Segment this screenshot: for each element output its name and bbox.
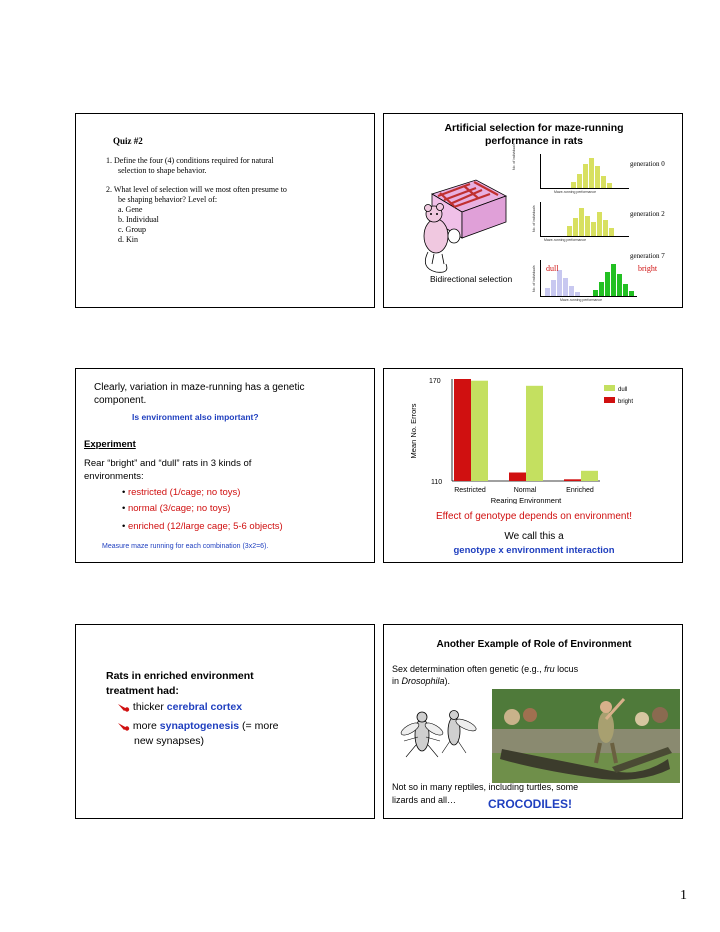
legend-swatch-dull (604, 385, 615, 391)
bar-bright-normal (509, 473, 526, 482)
hist-bar (617, 274, 622, 296)
experiment-heading: Experiment (84, 439, 136, 450)
page-number: 1 (680, 888, 687, 903)
hist-bar (569, 286, 574, 296)
gen2-xlabel: Maze-running performance (544, 238, 587, 242)
hist-bar (601, 176, 606, 188)
hist-bar (591, 222, 596, 236)
gen7-label: generation 7 (630, 252, 665, 260)
y-tick-bottom: 110 (431, 479, 443, 486)
y-tick-top: 170 (429, 378, 441, 385)
call-this-text: We call this a (504, 531, 564, 542)
bullet-restricted: • restricted (1/cage; no toys) (122, 487, 241, 498)
slide-enriched-results (75, 624, 375, 819)
environment-question: Is environment also important? (132, 412, 259, 422)
slide-sex-determination (383, 624, 683, 819)
bullet-cortex: thicker cerebral cortex (118, 701, 242, 713)
slide-gxe-chart (383, 368, 683, 563)
rear-text: Rear “bright” and “dull” rats in 3 kinds of environments: (84, 458, 252, 482)
x-tick-enriched: Enriched (566, 487, 594, 494)
hist-bar (575, 292, 580, 296)
bar-dull-enriched (581, 471, 598, 481)
gen2-label: generation 2 (630, 210, 665, 218)
gen7-ylabel: No. of individuals (532, 265, 536, 292)
legend-label-dull: dull (618, 387, 628, 393)
slide-title: Another Example of Role of Environment (436, 639, 632, 650)
bidirectional-label: Bidirectional selection (430, 274, 513, 284)
crocodile-photo (492, 689, 680, 783)
slide-quiz (75, 113, 375, 308)
drosophila-illustration (392, 701, 482, 771)
crocodiles-text: CROCODILES! (488, 797, 572, 811)
slide-title: Artificial selection for maze-running performance in rats (444, 122, 624, 147)
gen2-ylabel: No. of individuals (532, 205, 536, 232)
question-1: 1. Define the four (4) conditions required for natural selection to shape behavior. (106, 156, 274, 175)
gen0-xlabel: Maze-running performance (554, 190, 597, 194)
gen0-ylabel: No. of individuals (512, 143, 516, 170)
hist-bar (571, 182, 576, 188)
x-tick-restricted: Restricted (454, 487, 486, 494)
hist-bar (557, 270, 562, 296)
hist-bar (577, 174, 582, 188)
bar-bright-enriched (564, 479, 581, 481)
errors-bar-chart (384, 369, 683, 504)
question-2: 2. What level of selection will we most often presume to be shaping behavior? Level of: a. Gene b. Individual c. Group d. Kin (106, 185, 287, 244)
reptiles-text: Not so in many reptiles, including turtles, some lizards and all… (392, 782, 579, 805)
genotype-effect-text: Effect of genotype depends on environment! (435, 511, 633, 522)
hist-bar (609, 228, 614, 236)
y-axis-label: Mean No. Errors (409, 403, 418, 459)
bright-label: bright (638, 264, 658, 273)
hist-bar (603, 220, 608, 236)
hist-bar (589, 158, 594, 188)
histogram-gen0 (540, 154, 629, 189)
option-c: c. Group (118, 225, 146, 234)
hist-bar (567, 226, 572, 236)
hist-bar (551, 280, 556, 296)
x-tick-normal: Normal (513, 487, 537, 494)
bar-bright-restricted (454, 379, 471, 481)
sex-determination-text: Sex determination often genetic (e.g., fru locus in Drosophila). (392, 664, 579, 686)
hist-bar (595, 166, 600, 188)
gxe-interaction-text: genotype x environment interaction (453, 545, 615, 556)
hist-bar (563, 278, 568, 296)
x-axis-label: Rearing Environment (490, 496, 562, 504)
quiz-title: Quiz #2 (113, 136, 143, 146)
hist-bar (605, 272, 610, 296)
gen7-xlabel: Maze-running performance (560, 298, 603, 302)
option-a: a. Gene (118, 205, 143, 214)
hist-bar (545, 288, 550, 296)
bullet-enriched: • enriched (12/large cage; 5-6 objects) (122, 521, 283, 532)
comet-bullet-icon (118, 703, 130, 712)
hist-bar (583, 164, 588, 188)
bar-dull-normal (526, 386, 543, 481)
rat-maze-illustration (414, 176, 509, 276)
hist-bar (579, 208, 584, 236)
bullet-normal: • normal (3/cage; no toys) (122, 503, 231, 514)
bar-dull-restricted (471, 381, 488, 481)
legend-label-bright: bright (618, 399, 634, 405)
histogram-gen2 (540, 202, 629, 237)
hist-bar (629, 291, 634, 296)
hist-bar (611, 264, 616, 296)
hist-bar (607, 183, 612, 188)
comet-bullet-icon (118, 722, 130, 731)
enriched-heading: Rats in enriched environment treatment had: (106, 670, 254, 697)
hist-bar (623, 284, 628, 296)
hist-bar (573, 218, 578, 236)
slide-artificial-selection (383, 113, 683, 308)
hist-bar (593, 290, 598, 296)
dull-label: dull (546, 264, 559, 273)
hist-bar (585, 216, 590, 236)
hist-bar (599, 282, 604, 296)
bullet-synaptogenesis: more synaptogenesis (= more new synapses) (118, 719, 279, 749)
measure-note: Measure maze running for each combination (3x2=6). (102, 543, 269, 550)
option-d: d. Kin (118, 235, 138, 244)
legend-swatch-bright (604, 397, 615, 403)
hist-bar (597, 212, 602, 236)
slide-experiment (75, 368, 375, 563)
gen0-label: generation 0 (630, 160, 665, 168)
intro-text: Clearly, variation in maze-running has a genetic component. (94, 382, 305, 406)
option-b: b. Individual (118, 215, 159, 224)
